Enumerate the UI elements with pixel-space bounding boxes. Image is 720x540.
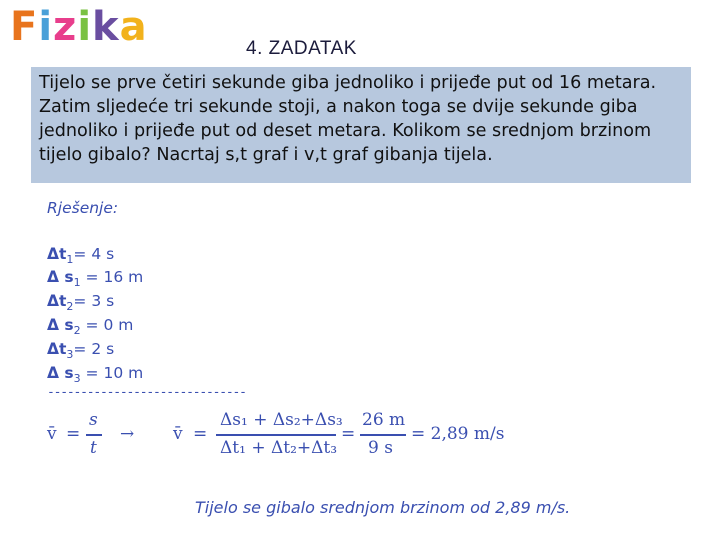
- given-sub: 2: [73, 324, 81, 338]
- logo-letter: z: [53, 4, 78, 50]
- given-value: = 2 s: [73, 340, 115, 358]
- result-value: = 2,89 m/s: [411, 424, 505, 444]
- given-symbol: Δt: [47, 340, 67, 358]
- given-symbol: Δ s: [47, 316, 74, 334]
- task-title: 4. ZADATAK: [246, 38, 357, 59]
- equals-sign: =: [66, 424, 81, 444]
- equals-sign: =: [193, 424, 208, 444]
- task-line: tijelo gibalo? Nacrtaj s,t graf i v,t graf gibanja tijela.: [39, 145, 493, 165]
- logo-letter: i: [38, 4, 54, 50]
- logo-letter: i: [77, 4, 93, 50]
- given-value: = 16 m: [80, 268, 144, 286]
- task-text: [39, 71, 689, 167]
- denominator-value: 9 s: [368, 438, 393, 458]
- given-symbol: Δ s: [47, 268, 74, 286]
- conclusion-text: Tijelo se gibalo srednjom brzinom od 2,89 m/s.: [195, 498, 571, 517]
- logo-letter: a: [119, 4, 148, 50]
- given-value: = 3 s: [73, 292, 115, 310]
- given-sub: 1: [66, 253, 74, 267]
- logo-letter: k: [92, 4, 120, 50]
- given-symbol: Δt: [47, 292, 67, 310]
- fraction-numerator-s: s: [89, 410, 98, 430]
- fraction-bar: [86, 434, 102, 436]
- given-sub: 3: [73, 372, 81, 386]
- arrow-symbol: →: [120, 424, 135, 444]
- fraction-bar: [216, 434, 336, 436]
- task-line: Zatim sljedeće tri sekunde stoji, a nakon toga se dvije sekunde giba: [39, 97, 638, 117]
- fraction-denominator-t: t: [90, 438, 97, 458]
- given-dt2: [47, 292, 114, 313]
- task-line: jednoliko i prijeđe put od deset metara. Kolikom se srednjom brzinom: [39, 121, 652, 141]
- given-dt3: [47, 340, 114, 361]
- given-symbol: Δ s: [47, 364, 74, 382]
- given-sub: 3: [66, 348, 74, 362]
- given-ds3: [47, 364, 143, 385]
- given-dt1: [47, 245, 114, 266]
- vbar-symbol: v̄: [47, 424, 57, 444]
- logo-letter: F: [10, 4, 39, 50]
- given-ds1: [47, 268, 143, 289]
- given-sub: 1: [73, 276, 81, 290]
- given-value: = 0 m: [80, 316, 134, 334]
- denominator-expression: Δt₁ + Δt₂+Δt₃: [220, 438, 338, 458]
- solution-label: Rješenje:: [47, 199, 119, 217]
- vbar-symbol: v̄: [173, 424, 183, 444]
- given-value: = 4 s: [73, 245, 115, 263]
- given-value: = 10 m: [80, 364, 144, 382]
- numerator-expression: Δs₁ + Δs₂+Δs₃: [220, 410, 343, 430]
- given-symbol: Δt: [47, 245, 67, 263]
- fraction-bar: [360, 434, 406, 436]
- equals-sign: =: [341, 424, 356, 444]
- divider-line: ------------------------------: [47, 385, 246, 400]
- task-line: Tijelo se prve četiri sekunde giba jednoliko i prijeđe put od 16 metara.: [39, 73, 657, 93]
- fizika-logo: [10, 4, 148, 54]
- given-sub: 2: [66, 300, 74, 314]
- given-ds2: [47, 316, 133, 337]
- numerator-value: 26 m: [362, 410, 406, 430]
